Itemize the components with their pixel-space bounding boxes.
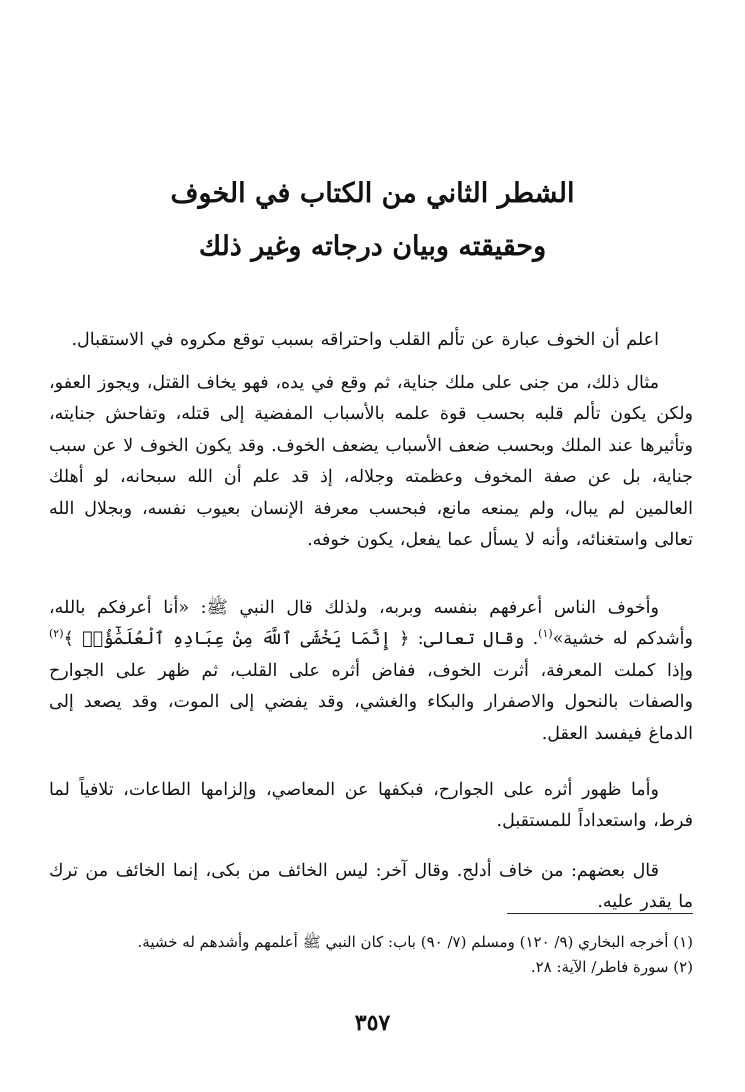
paragraph-limbs: وأما ظهور أثره على الجوارح، فبكفها عن المعاصي، وإلزامها الطاعات، تلافياً لما فرط، واستعداداً للمستقبل. <box>49 779 693 831</box>
paragraph-knowledge-text-1: وأخوف الناس أعرفهم بنفسه وبربه، ولذلك قال النبي ﷺ: «أنا أعرفكم بالله، وأشدكم له خشية» <box>49 597 694 649</box>
paragraph-knowledge <box>49 593 693 751</box>
footnote-ref-1: (١) <box>538 627 553 641</box>
chapter-subtitle: وحقيقته وبيان درجاته وغير ذلك <box>198 231 547 262</box>
paragraph-knowledge-text-2: وإذا كملت المعرفة، أثرت الخوف، ففاض أثره على القلب، ثم ظهر على الجوارح والصفات بالنحول والاصفرار والبكاء والغشي، وقد يفضي إلى الموت، وقد يصعد إلى الدماغ فيفسد العقل. <box>49 660 693 744</box>
footnote-2: (٢) سورة فاطر/ الآية: ٢٨. <box>530 958 693 976</box>
chapter-title: الشطر الثاني من الكتاب في الخوف <box>170 178 575 209</box>
footnote-divider <box>507 913 693 914</box>
paragraph-example: مثال ذلك، من جنى على ملك جناية، ثم وقع في يده، فهو يخاف القتل، ويجوز العفو، ولكن يكون تألم قلبه بحسب قوة علمه بالأسباب المفضية إلى قتله، وتفاحش جنايته، وتأثيرها عند الملك وبحسب ضعف الأسباب يضعف الخوف. وقد يكون الخوف لا عن سبب جناية، بل عن صفة المخوف وعظمته وجلاله، إذ قد علم أن الله سبحانه، لو أهلك العالمين لم يبال، ولم يمنعه مانع، فبحسب معرفة الإنسان بعيوب نفسه، وبجلال الله تعالى واستغنائه، وأنه لا يسأل عما يفعل، يكون خوفه. <box>49 372 693 550</box>
quran-quote: . وقال تعالى: ﴿ إِنَّمَا يَخْشَى ٱللَّهَ مِنْ عِبَادِهِ ٱلْعُلَمَٰٓؤُا۟ ﴾ <box>63 629 539 649</box>
page-number: ٣٥٧ <box>354 1010 391 1036</box>
paragraph-definition: اعلم أن الخوف عبارة عن تألم القلب واحتراقه بسبب توقع مكروه في الاستقبال. <box>71 329 659 350</box>
footnote-ref-2: (٢) <box>49 627 64 641</box>
footnote-1: (١) أخرجه البخاري (٩/ ١٢٠) ومسلم (٧/ ٩٠) باب: كان النبي ﷺ أعلمهم وأشدهم له خشية. <box>137 933 693 951</box>
paragraph-sayings: قال بعضهم: من خاف أدلج. وقال آخر: ليس الخائف من بكى، إنما الخائف من ترك ما يقدر عليه. <box>49 860 693 912</box>
